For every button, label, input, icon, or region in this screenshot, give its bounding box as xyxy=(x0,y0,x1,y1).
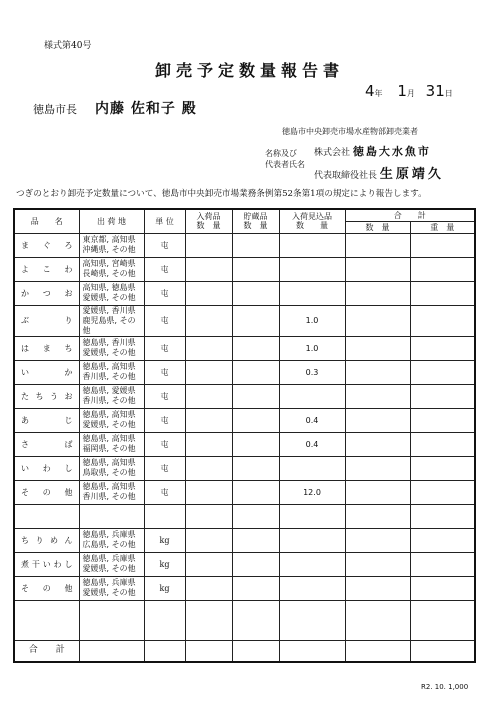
row-origin xyxy=(79,305,144,336)
header-arrival-l1: 入荷品 xyxy=(196,212,221,222)
total-qty-cell xyxy=(345,281,410,305)
company-prefix: 株式会社 xyxy=(314,148,351,158)
arrival-cell xyxy=(185,480,232,504)
stock-cell xyxy=(232,576,279,600)
row-item: ちりめん xyxy=(14,528,79,552)
row-item: さば xyxy=(14,432,79,456)
header-unit: 単 位 xyxy=(144,209,185,233)
row-item: かつお xyxy=(14,281,79,305)
report-table xyxy=(13,208,476,663)
intro-text: つぎのとおり卸売予定数量について、徳島市中央卸売市場業務条例第52条第1項の規定により報告します。 xyxy=(16,189,427,199)
row-item: まぐろ xyxy=(14,233,79,257)
origin-line1: 徳島県, 兵庫県 xyxy=(82,554,136,563)
origin-line1: 徳島県, 愛媛県 xyxy=(82,386,136,395)
origin-line2: 愛媛県, その他 xyxy=(82,564,136,573)
arrival-cell xyxy=(185,336,232,360)
origin-line1: 徳島県, 兵庫県 xyxy=(82,578,136,587)
table-row xyxy=(14,336,475,360)
arrival-cell xyxy=(185,384,232,408)
row-unit: 屯 xyxy=(144,480,185,504)
origin-line1: 徳島県, 高知県 xyxy=(82,482,136,491)
table-row xyxy=(14,305,475,336)
expected-cell: 1.0 xyxy=(279,305,345,336)
header-item: 品 名 xyxy=(14,209,79,233)
expected-cell xyxy=(279,257,345,281)
total-weight-cell xyxy=(410,408,475,432)
blank-cell xyxy=(232,600,279,640)
expected-cell: 0.4 xyxy=(279,408,345,432)
page-title: 卸売予定数量報告書 xyxy=(154,61,344,80)
row-origin xyxy=(79,528,144,552)
blank-cell xyxy=(14,600,79,640)
origin-line1: 徳島県, 兵庫県 xyxy=(82,530,136,539)
total-qty-cell xyxy=(345,480,410,504)
row-origin xyxy=(79,360,144,384)
origin-line1: 高知県, 宮崎県 xyxy=(82,259,136,268)
total-weight-cell xyxy=(410,233,475,257)
total-weight-cell xyxy=(410,480,475,504)
rep-name: 生原靖久 xyxy=(379,167,444,182)
arrival-cell xyxy=(185,552,232,576)
total-qty-cell xyxy=(345,408,410,432)
row-item: はまち xyxy=(14,336,79,360)
total-cell xyxy=(279,640,345,662)
blank-cell xyxy=(345,600,410,640)
row-unit: 屯 xyxy=(144,456,185,480)
row-origin xyxy=(79,576,144,600)
stock-cell xyxy=(232,336,279,360)
table-row xyxy=(14,408,475,432)
stock-cell xyxy=(232,552,279,576)
table-row xyxy=(14,233,475,257)
header-stock-l2: 数 量 xyxy=(243,221,268,231)
table-row-blank xyxy=(14,600,475,640)
table-row xyxy=(14,360,475,384)
total-qty-cell xyxy=(345,576,410,600)
table-row xyxy=(14,384,475,408)
blank-cell xyxy=(185,504,232,528)
rep-title: 代表取締役社長 xyxy=(314,171,378,181)
origin-line1: 愛媛県, 香川県 xyxy=(82,305,136,315)
total-qty-cell xyxy=(345,257,410,281)
arrival-cell xyxy=(185,576,232,600)
table-row xyxy=(14,432,475,456)
row-origin xyxy=(79,281,144,305)
blank-cell xyxy=(185,600,232,640)
total-weight-cell xyxy=(410,576,475,600)
origin-line1: 徳島県, 高知県 xyxy=(82,410,136,419)
total-qty-cell xyxy=(345,552,410,576)
total-weight-cell xyxy=(410,432,475,456)
row-item: あじ xyxy=(14,408,79,432)
row-item: いか xyxy=(14,360,79,384)
representative-line xyxy=(314,163,444,182)
arrival-cell xyxy=(185,305,232,336)
total-qty-cell xyxy=(345,432,410,456)
blank-cell xyxy=(14,504,79,528)
arrival-cell xyxy=(185,528,232,552)
origin-line2: 広島県, その他 xyxy=(82,540,136,549)
table-row xyxy=(14,528,475,552)
header-expected xyxy=(279,209,345,233)
expected-cell xyxy=(279,576,345,600)
row-origin xyxy=(79,336,144,360)
row-item: 煮干いわし xyxy=(14,552,79,576)
total-weight-cell xyxy=(410,305,475,336)
date-day-unit: 日 xyxy=(444,89,453,98)
expected-cell xyxy=(279,281,345,305)
expected-cell xyxy=(279,384,345,408)
row-unit: 屯 xyxy=(144,360,185,384)
stock-cell xyxy=(232,528,279,552)
total-qty-cell xyxy=(345,305,410,336)
origin-line2: 長崎県, その他 xyxy=(82,269,136,278)
row-origin xyxy=(79,233,144,257)
origin-line2: 愛媛県, その他 xyxy=(82,293,136,302)
stock-cell xyxy=(232,305,279,336)
row-origin xyxy=(79,552,144,576)
total-weight-cell xyxy=(410,552,475,576)
table-row xyxy=(14,281,475,305)
arrival-cell xyxy=(185,233,232,257)
header-stock xyxy=(232,209,279,233)
origin-line1: 高知県, 徳島県 xyxy=(82,283,136,292)
header-origin: 出 荷 地 xyxy=(79,209,144,233)
date-year: 4 xyxy=(365,82,375,100)
stock-cell xyxy=(232,233,279,257)
header-expected-l1: 入荷見込品 xyxy=(292,212,332,222)
row-unit: 屯 xyxy=(144,384,185,408)
origin-line2: 鹿児島県, その他 xyxy=(82,315,136,335)
expected-cell xyxy=(279,528,345,552)
date-month: 1 xyxy=(397,82,407,100)
origin-line2: 香川県, その他 xyxy=(82,372,136,381)
expected-cell: 12.0 xyxy=(279,480,345,504)
row-unit: kg xyxy=(144,528,185,552)
row-origin xyxy=(79,456,144,480)
blank-cell xyxy=(410,600,475,640)
origin-line2: 香川県, その他 xyxy=(82,396,136,405)
stock-cell xyxy=(232,257,279,281)
row-item: ぶり xyxy=(14,305,79,336)
origin-line2: 愛媛県, その他 xyxy=(82,348,136,357)
expected-cell: 1.0 xyxy=(279,336,345,360)
header-qty: 数 量 xyxy=(345,221,410,233)
stock-cell xyxy=(232,281,279,305)
header-expected-l2: 数 量 xyxy=(296,221,328,231)
total-weight-cell xyxy=(410,336,475,360)
stock-cell xyxy=(232,432,279,456)
total-cell xyxy=(144,640,185,662)
row-item: その他 xyxy=(14,480,79,504)
expected-cell: 0.4 xyxy=(279,432,345,456)
table-row xyxy=(14,456,475,480)
row-origin xyxy=(79,384,144,408)
arrival-cell xyxy=(185,257,232,281)
arrival-cell xyxy=(185,360,232,384)
total-label: 合 計 xyxy=(14,640,79,662)
header-arrival-l2: 数 量 xyxy=(196,221,221,231)
total-cell xyxy=(79,640,144,662)
blank-cell xyxy=(144,600,185,640)
total-qty-cell xyxy=(345,384,410,408)
company-description: 徳島市中央卸売市場水産物部卸売業者 xyxy=(282,127,418,136)
blank-cell xyxy=(232,504,279,528)
row-unit: 屯 xyxy=(144,408,185,432)
origin-line1: 東京都, 高知県 xyxy=(82,235,136,244)
expected-cell xyxy=(279,456,345,480)
blank-cell xyxy=(345,504,410,528)
name-label-line1: 名称及び xyxy=(265,149,297,158)
blank-cell xyxy=(279,600,345,640)
date-day: 31 xyxy=(425,82,445,100)
table-row xyxy=(14,480,475,504)
origin-line1: 徳島県, 高知県 xyxy=(82,434,136,443)
arrival-cell xyxy=(185,281,232,305)
stock-cell xyxy=(232,408,279,432)
row-origin xyxy=(79,432,144,456)
header-row-1 xyxy=(14,209,475,221)
name-label xyxy=(265,148,305,170)
total-weight-cell xyxy=(410,384,475,408)
header-stock-l1: 貯蔵品 xyxy=(243,212,268,222)
total-weight-cell xyxy=(410,360,475,384)
origin-line2: 香川県, その他 xyxy=(82,492,136,501)
origin-line2: 愛媛県, その他 xyxy=(82,588,136,597)
stock-cell xyxy=(232,384,279,408)
total-cell xyxy=(185,640,232,662)
origin-line1: 徳島県, 高知県 xyxy=(82,362,136,371)
company-name: 徳島大水魚市 xyxy=(352,145,431,158)
total-weight-cell xyxy=(410,528,475,552)
blank-cell xyxy=(279,504,345,528)
expected-cell: 0.3 xyxy=(279,360,345,384)
total-qty-cell xyxy=(345,456,410,480)
arrival-cell xyxy=(185,456,232,480)
table-row xyxy=(14,552,475,576)
row-unit: 屯 xyxy=(144,257,185,281)
name-label-line2: 代表者氏名 xyxy=(265,160,305,169)
row-unit: 屯 xyxy=(144,305,185,336)
stock-cell xyxy=(232,456,279,480)
table-row xyxy=(14,257,475,281)
expected-cell xyxy=(279,552,345,576)
total-qty-cell xyxy=(345,528,410,552)
table-row xyxy=(14,576,475,600)
row-unit: 屯 xyxy=(144,336,185,360)
row-unit: 屯 xyxy=(144,432,185,456)
row-origin xyxy=(79,257,144,281)
header-total: 合 計 xyxy=(345,209,475,221)
header-arrival xyxy=(185,209,232,233)
origin-line1: 徳島県, 高知県 xyxy=(82,458,136,467)
date-year-unit: 年 xyxy=(374,89,383,98)
row-item: その他 xyxy=(14,576,79,600)
row-unit: kg xyxy=(144,576,185,600)
expected-cell xyxy=(279,233,345,257)
row-item: たちうお xyxy=(14,384,79,408)
footer-code: R2. 10. 1,000 xyxy=(421,683,469,691)
arrival-cell xyxy=(185,408,232,432)
addressee-name: 内藤 佐和子 殿 xyxy=(95,101,197,117)
blank-cell xyxy=(79,600,144,640)
total-weight-cell xyxy=(410,456,475,480)
row-item: よこわ xyxy=(14,257,79,281)
origin-line2: 愛媛県, その他 xyxy=(82,420,136,429)
date-month-unit: 月 xyxy=(406,89,415,98)
row-origin xyxy=(79,408,144,432)
total-qty-cell xyxy=(345,336,410,360)
total-cell xyxy=(410,640,475,662)
total-cell xyxy=(232,640,279,662)
company-name-line xyxy=(314,143,431,159)
stock-cell xyxy=(232,360,279,384)
origin-line2: 沖縄県, その他 xyxy=(82,245,136,254)
total-weight-cell xyxy=(410,257,475,281)
addressee-title: 徳島市長 xyxy=(33,103,77,116)
row-unit: 屯 xyxy=(144,281,185,305)
stock-cell xyxy=(232,480,279,504)
origin-line2: 福岡県, その他 xyxy=(82,444,136,453)
blank-cell xyxy=(144,504,185,528)
origin-line2: 鳥取県, その他 xyxy=(82,468,136,477)
total-qty-cell xyxy=(345,233,410,257)
origin-line1: 徳島県, 香川県 xyxy=(82,338,136,347)
row-unit: 屯 xyxy=(144,233,185,257)
total-weight-cell xyxy=(410,281,475,305)
total-qty-cell xyxy=(345,360,410,384)
blank-cell xyxy=(79,504,144,528)
total-row xyxy=(14,640,475,662)
report-date xyxy=(365,82,453,100)
row-origin xyxy=(79,480,144,504)
total-cell xyxy=(345,640,410,662)
header-weight: 重 量 xyxy=(410,221,475,233)
form-number: 様式第40号 xyxy=(44,41,92,51)
table-row-blank xyxy=(14,504,475,528)
blank-cell xyxy=(410,504,475,528)
arrival-cell xyxy=(185,432,232,456)
row-item: いわし xyxy=(14,456,79,480)
addressee xyxy=(33,98,197,118)
row-unit: kg xyxy=(144,552,185,576)
